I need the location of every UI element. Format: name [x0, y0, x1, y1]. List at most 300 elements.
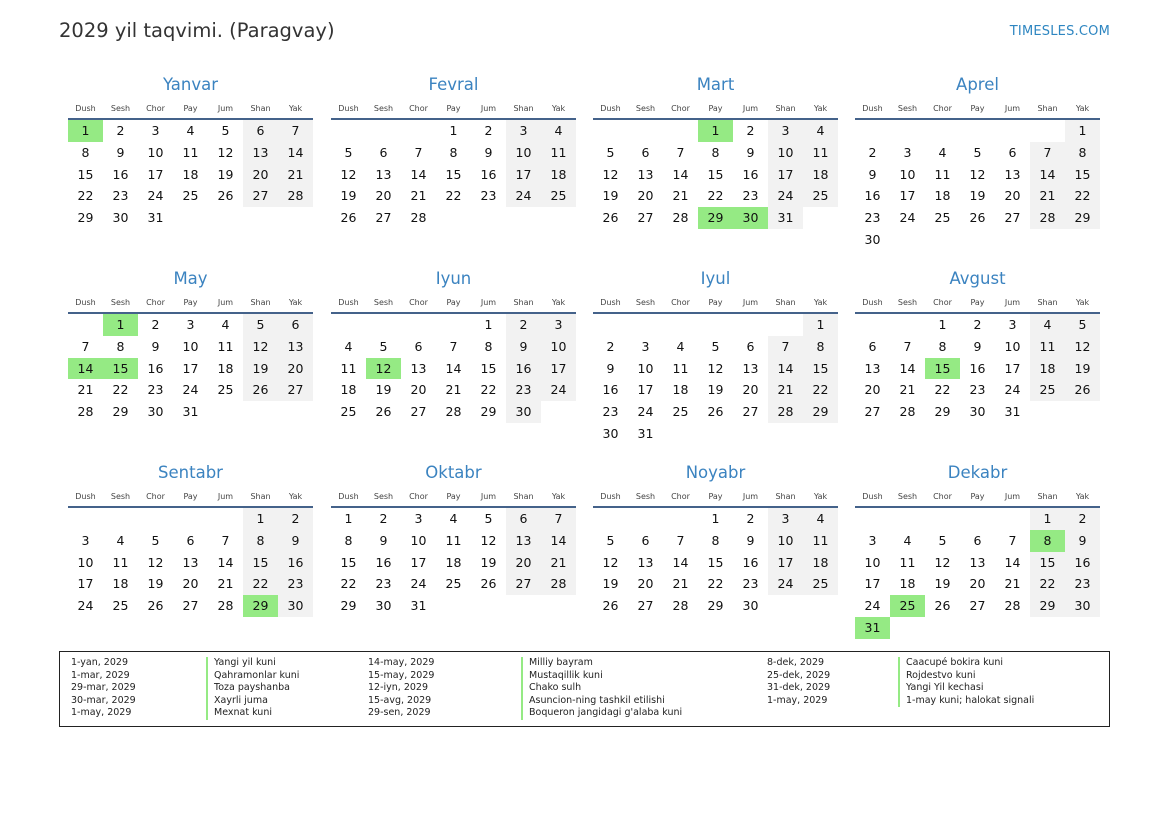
day-cell: 28	[217, 598, 234, 614]
day-cell: 2	[606, 338, 615, 354]
day-cell: 24	[864, 598, 881, 614]
weekday-label: Pay	[970, 298, 985, 307]
weekend-day-cell: 15	[1065, 164, 1100, 186]
day-cell: 1	[484, 317, 493, 332]
day-grid	[331, 120, 576, 229]
day-grid	[331, 314, 576, 423]
weekday-label: Sesh	[110, 298, 131, 307]
weekday-header	[331, 100, 576, 120]
day-grid	[593, 314, 838, 445]
day-cell: 13	[864, 360, 881, 376]
month-title: Iyun	[435, 269, 472, 288]
day-cell: 16	[147, 360, 164, 376]
day-cell: 10	[147, 144, 164, 160]
holiday-name: Caacupé bokira kuni	[898, 657, 1003, 670]
day-cell: 14	[672, 166, 689, 182]
weekday-label: Pay	[708, 492, 723, 501]
weekend-day-cell: 3	[768, 508, 803, 530]
day-cell: 13	[182, 554, 199, 570]
day-cell: 29	[340, 598, 357, 614]
day-cell: 25	[217, 382, 234, 398]
day-cell: 15	[77, 166, 94, 182]
day-cell: 12	[217, 144, 234, 160]
holiday-date: 31-dek, 2029	[767, 682, 831, 694]
holiday-day-cell: 8	[1030, 530, 1065, 552]
weekend-day-cell: 3	[768, 120, 803, 142]
day-cell: 5	[484, 511, 493, 526]
day-cell: 14	[217, 554, 234, 570]
day-cell: 10	[77, 554, 94, 570]
weekday-label: Shan	[1037, 104, 1058, 113]
weekend-day-cell: 7	[541, 508, 576, 530]
day-cell: 16	[602, 382, 619, 398]
weekend-day-cell: 24	[541, 379, 576, 401]
weekend-day-cell: 7	[1030, 142, 1065, 164]
month-mart	[593, 70, 838, 229]
weekend-day-cell: 21	[278, 164, 313, 186]
day-cell: 21	[217, 576, 234, 592]
day-cell: 19	[707, 382, 724, 398]
day-cell: 7	[903, 338, 912, 354]
day-cell: 26	[602, 598, 619, 614]
holiday-name: Mustaqillik kuni	[521, 670, 603, 683]
day-cell: 2	[868, 144, 877, 160]
weekday-label: Sesh	[373, 298, 394, 307]
day-cell: 30	[147, 404, 164, 420]
day-cell: 25	[112, 598, 129, 614]
day-cell: 23	[147, 382, 164, 398]
weekend-day-cell: 19	[243, 358, 278, 380]
weekday-label: Yak	[1075, 492, 1090, 501]
day-cell: 6	[746, 338, 755, 354]
weekend-day-cell: 10	[541, 336, 576, 358]
day-cell: 23	[375, 576, 392, 592]
weekday-label: Chor	[933, 298, 952, 307]
month-title: Fevral	[428, 75, 479, 94]
day-grid	[331, 508, 576, 617]
day-cell: 11	[340, 360, 357, 376]
month-title: Oktabr	[425, 463, 482, 482]
weekend-day-cell: 11	[803, 142, 838, 164]
day-cell: 22	[445, 188, 462, 204]
weekday-label: Sesh	[635, 492, 656, 501]
day-cell: 18	[217, 360, 234, 376]
month-aprel	[855, 70, 1100, 251]
day-cell: 15	[480, 360, 497, 376]
day-cell: 5	[711, 338, 720, 354]
weekend-day-cell: 17	[768, 552, 803, 574]
day-cell: 28	[672, 210, 689, 226]
day-cell: 8	[449, 144, 458, 160]
day-cell: 6	[641, 144, 650, 160]
weekday-header	[331, 294, 576, 314]
holiday-day-cell: 1	[698, 120, 733, 142]
day-cell: 8	[344, 532, 353, 548]
day-cell: 10	[182, 338, 199, 354]
weekday-label: Chor	[671, 492, 690, 501]
holiday-date: 1-mar, 2029	[71, 669, 130, 681]
weekend-day-cell: 24	[506, 185, 541, 207]
day-cell: 12	[707, 360, 724, 376]
weekday-label: Pay	[446, 104, 461, 113]
weekday-label: Dush	[75, 298, 96, 307]
weekend-day-cell: 29	[1030, 595, 1065, 617]
weekend-day-cell: 18	[541, 164, 576, 186]
day-cell: 8	[116, 338, 125, 354]
weekend-day-cell: 15	[243, 552, 278, 574]
day-cell: 7	[676, 532, 685, 548]
day-cell: 29	[77, 210, 94, 226]
day-cell: 19	[480, 554, 497, 570]
weekday-label: Dush	[75, 104, 96, 113]
weekday-header	[855, 100, 1100, 120]
holiday-name: Qahramonlar kuni	[206, 670, 299, 683]
holiday-name: 1-may kuni; halokat signali	[898, 695, 1034, 708]
weekday-label: Yak	[551, 492, 566, 501]
weekend-day-cell: 16	[506, 358, 541, 380]
day-cell: 17	[147, 166, 164, 182]
weekday-label: Shan	[1037, 298, 1058, 307]
holiday-day-cell: 14	[68, 358, 103, 380]
day-cell: 31	[637, 425, 654, 441]
day-cell: 13	[637, 554, 654, 570]
day-cell: 12	[480, 532, 497, 548]
weekday-label: Dush	[862, 104, 883, 113]
day-cell: 31	[410, 598, 427, 614]
day-cell: 13	[969, 554, 986, 570]
weekday-label: Jum	[217, 104, 234, 113]
weekend-day-cell: 30	[1065, 595, 1100, 617]
day-grid	[855, 508, 1100, 639]
weekday-label: Chor	[146, 492, 165, 501]
day-cell: 17	[77, 576, 94, 592]
day-cell: 3	[186, 317, 195, 332]
day-cell: 22	[707, 576, 724, 592]
day-cell: 3	[81, 532, 90, 548]
day-cell: 12	[602, 554, 619, 570]
weekend-day-cell: 21	[768, 379, 803, 401]
weekday-label: Sesh	[897, 104, 918, 113]
day-cell: 14	[410, 166, 427, 182]
weekend-day-cell: 30	[278, 595, 313, 617]
weekend-day-cell: 1	[1030, 508, 1065, 530]
day-cell: 1	[344, 511, 353, 526]
day-cell: 16	[742, 554, 759, 570]
day-cell: 23	[742, 576, 759, 592]
day-cell: 28	[77, 404, 94, 420]
day-cell: 8	[711, 144, 720, 160]
day-cell: 6	[868, 338, 877, 354]
day-cell: 4	[116, 532, 125, 548]
weekend-day-cell: 28	[541, 573, 576, 595]
day-cell: 4	[344, 338, 353, 354]
day-cell: 11	[672, 360, 689, 376]
month-title: Aprel	[956, 75, 999, 94]
day-cell: 24	[410, 576, 427, 592]
day-cell: 19	[602, 188, 619, 204]
weekday-header	[593, 488, 838, 508]
day-cell: 15	[445, 166, 462, 182]
weekend-day-cell: 12	[243, 336, 278, 358]
weekday-label: Jum	[480, 492, 497, 501]
day-cell: 15	[340, 554, 357, 570]
weekday-label: Dush	[862, 298, 883, 307]
day-cell: 26	[707, 404, 724, 420]
holiday-date: 15-avg, 2029	[368, 694, 432, 706]
weekday-label: Dush	[338, 492, 359, 501]
day-cell: 20	[637, 576, 654, 592]
weekday-label: Jum	[742, 298, 759, 307]
day-cell: 4	[221, 317, 230, 332]
holiday-name: Yangi yil kuni	[206, 657, 276, 670]
day-cell: 6	[379, 144, 388, 160]
day-cell: 15	[707, 554, 724, 570]
weekday-header	[68, 294, 313, 314]
day-cell: 29	[112, 404, 129, 420]
weekday-label: Chor	[933, 104, 952, 113]
weekend-day-cell: 18	[803, 164, 838, 186]
day-cell: 26	[375, 404, 392, 420]
day-cell: 21	[899, 382, 916, 398]
weekday-label: Pay	[446, 492, 461, 501]
month-title: Sentabr	[158, 463, 223, 482]
day-cell: 26	[480, 576, 497, 592]
day-cell: 23	[480, 188, 497, 204]
weekday-header	[855, 294, 1100, 314]
weekend-day-cell: 7	[768, 336, 803, 358]
weekend-day-cell: 20	[506, 552, 541, 574]
day-cell: 19	[375, 382, 392, 398]
weekday-label: Jum	[1004, 298, 1021, 307]
weekend-day-cell: 11	[541, 142, 576, 164]
weekday-label: Yak	[551, 298, 566, 307]
weekend-day-cell: 4	[1030, 314, 1065, 336]
day-cell: 13	[1004, 166, 1021, 182]
holiday-date: 29-sen, 2029	[368, 707, 431, 719]
day-cell: 8	[484, 338, 493, 354]
day-cell: 24	[637, 404, 654, 420]
day-cell: 4	[676, 338, 685, 354]
day-cell: 7	[414, 144, 423, 160]
holiday-day-cell: 29	[243, 595, 278, 617]
day-cell: 19	[934, 576, 951, 592]
weekday-label: Sesh	[897, 492, 918, 501]
day-cell: 25	[672, 404, 689, 420]
day-cell: 10	[1004, 338, 1021, 354]
weekday-label: Sesh	[635, 104, 656, 113]
day-cell: 26	[934, 598, 951, 614]
day-cell: 12	[969, 166, 986, 182]
day-cell: 21	[672, 576, 689, 592]
weekend-day-cell: 15	[1030, 552, 1065, 574]
day-cell: 28	[445, 404, 462, 420]
day-cell: 27	[637, 210, 654, 226]
day-cell: 20	[864, 382, 881, 398]
weekend-day-cell: 20	[243, 164, 278, 186]
day-cell: 23	[864, 210, 881, 226]
day-cell: 16	[480, 166, 497, 182]
weekday-label: Yak	[813, 104, 828, 113]
weekend-day-cell: 12	[1065, 336, 1100, 358]
day-cell: 5	[606, 144, 615, 160]
day-cell: 23	[112, 188, 129, 204]
weekend-day-cell: 22	[243, 573, 278, 595]
day-cell: 11	[899, 554, 916, 570]
weekday-label: Yak	[288, 104, 303, 113]
day-cell: 25	[340, 404, 357, 420]
weekend-day-cell: 27	[243, 185, 278, 207]
day-cell: 14	[445, 360, 462, 376]
day-cell: 16	[969, 360, 986, 376]
day-cell: 16	[864, 188, 881, 204]
day-cell: 8	[81, 144, 90, 160]
day-cell: 30	[375, 598, 392, 614]
month-oktabr	[331, 458, 576, 617]
weekday-label: Jum	[1004, 104, 1021, 113]
day-cell: 4	[938, 144, 947, 160]
weekend-day-cell: 17	[506, 164, 541, 186]
day-cell: 28	[672, 598, 689, 614]
day-cell: 19	[969, 188, 986, 204]
weekend-day-cell: 26	[1065, 379, 1100, 401]
day-cell: 24	[182, 382, 199, 398]
holiday-date: 8-dek, 2029	[767, 657, 825, 668]
weekday-label: Chor	[933, 492, 952, 501]
weekend-day-cell: 1	[803, 314, 838, 336]
day-cell: 10	[637, 360, 654, 376]
day-cell: 2	[746, 123, 755, 138]
day-cell: 17	[637, 382, 654, 398]
day-cell: 27	[637, 598, 654, 614]
weekend-day-cell: 23	[1065, 573, 1100, 595]
holiday-day-cell: 31	[855, 617, 890, 639]
weekend-day-cell: 25	[803, 185, 838, 207]
day-cell: 16	[375, 554, 392, 570]
weekday-label: Jum	[480, 104, 497, 113]
weekend-day-cell: 8	[1065, 142, 1100, 164]
day-cell: 2	[484, 123, 493, 138]
weekend-day-cell: 11	[803, 530, 838, 552]
weekday-label: Pay	[708, 104, 723, 113]
day-cell: 13	[637, 166, 654, 182]
month-noyabr	[593, 458, 838, 617]
day-cell: 9	[116, 144, 125, 160]
brand-link[interactable]: TIMESLES.COM	[1009, 24, 1110, 39]
holiday-date: 29-mar, 2029	[71, 682, 136, 694]
day-cell: 18	[112, 576, 129, 592]
weekend-day-cell: 2	[1065, 508, 1100, 530]
weekday-label: Jum	[742, 492, 759, 501]
weekday-label: Sesh	[897, 298, 918, 307]
weekday-label: Sesh	[373, 104, 394, 113]
day-cell: 21	[445, 382, 462, 398]
month-avgust	[855, 264, 1100, 423]
day-cell: 17	[899, 188, 916, 204]
day-cell: 12	[602, 166, 619, 182]
day-cell: 29	[934, 404, 951, 420]
day-cell: 14	[672, 554, 689, 570]
day-cell: 15	[707, 166, 724, 182]
weekend-day-cell: 2	[506, 314, 541, 336]
day-cell: 6	[1008, 144, 1017, 160]
holiday-date: 1-may, 2029	[767, 694, 828, 706]
day-cell: 11	[217, 338, 234, 354]
weekend-day-cell: 3	[541, 314, 576, 336]
day-grid	[593, 508, 838, 617]
day-cell: 20	[182, 576, 199, 592]
weekday-label: Yak	[288, 298, 303, 307]
weekday-label: Dush	[338, 298, 359, 307]
weekend-day-cell: 21	[541, 552, 576, 574]
weekend-day-cell: 9	[278, 530, 313, 552]
weekday-label: Shan	[775, 298, 796, 307]
weekend-day-cell: 18	[803, 552, 838, 574]
day-cell: 2	[973, 317, 982, 332]
day-cell: 1	[449, 123, 458, 138]
holiday-name: Xayrli juma	[206, 695, 268, 708]
day-cell: 17	[182, 360, 199, 376]
weekday-label: Chor	[409, 492, 428, 501]
weekend-day-cell: 1	[243, 508, 278, 530]
weekend-day-cell: 22	[1030, 573, 1065, 595]
weekday-label: Chor	[146, 104, 165, 113]
weekday-label: Dush	[75, 492, 96, 501]
day-cell: 6	[186, 532, 195, 548]
weekend-day-cell: 18	[1030, 358, 1065, 380]
day-cell: 7	[81, 338, 90, 354]
day-cell: 3	[868, 532, 877, 548]
page-title: 2029 yil taqvimi. (Paragvay)	[59, 19, 335, 42]
day-cell: 26	[340, 210, 357, 226]
holiday-name: Asuncion-ning tashkil etilishi	[521, 695, 665, 708]
weekday-label: Sesh	[635, 298, 656, 307]
day-cell: 27	[410, 404, 427, 420]
day-cell: 9	[606, 360, 615, 376]
weekday-label: Shan	[775, 104, 796, 113]
weekday-label: Shan	[513, 492, 534, 501]
weekday-label: Pay	[708, 298, 723, 307]
day-cell: 11	[182, 144, 199, 160]
day-cell: 5	[379, 338, 388, 354]
weekend-day-cell: 21	[1030, 185, 1065, 207]
weekday-label: Jum	[217, 298, 234, 307]
weekend-day-cell: 10	[506, 142, 541, 164]
weekend-day-cell: 28	[1030, 207, 1065, 229]
weekend-day-cell: 22	[803, 379, 838, 401]
day-cell: 30	[969, 404, 986, 420]
day-cell: 28	[410, 210, 427, 226]
weekday-label: Dush	[338, 104, 359, 113]
weekday-label: Dush	[862, 492, 883, 501]
day-cell: 4	[186, 123, 195, 138]
day-cell: 20	[742, 382, 759, 398]
weekend-day-cell: 14	[1030, 164, 1065, 186]
holiday-date: 1-may, 2029	[71, 707, 132, 719]
weekday-label: Pay	[183, 298, 198, 307]
weekend-day-cell: 13	[243, 142, 278, 164]
month-may	[68, 264, 313, 423]
weekday-label: Sesh	[110, 104, 131, 113]
day-cell: 3	[414, 511, 423, 526]
day-cell: 13	[410, 360, 427, 376]
day-cell: 24	[147, 188, 164, 204]
weekday-label: Dush	[600, 104, 621, 113]
month-title: Avgust	[949, 269, 1006, 288]
weekend-day-cell: 14	[541, 530, 576, 552]
weekday-label: Shan	[513, 298, 534, 307]
weekday-label: Shan	[250, 104, 271, 113]
day-cell: 5	[606, 532, 615, 548]
